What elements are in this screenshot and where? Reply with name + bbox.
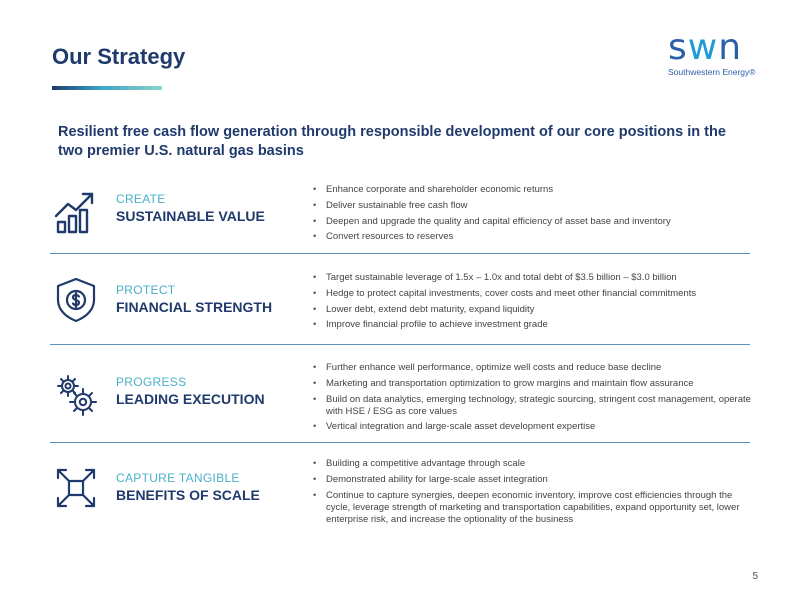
strategy-label (116, 375, 265, 408)
strategy-label-big: FINANCIAL STRENGTH (116, 299, 273, 315)
bullet-list (312, 272, 757, 335)
row-divider (50, 253, 750, 254)
strategy-label (116, 283, 272, 316)
row-divider (50, 442, 750, 443)
list-item: • Building a competitive advantage through scale (312, 458, 757, 470)
strategy-label-small: PROTECT (116, 283, 176, 297)
strategy-label-small: CREATE (116, 192, 166, 206)
strategy-label-big: LEADING EXECUTION (116, 391, 265, 407)
list-item: • Demonstrated ability for large-scale asset integration (312, 474, 757, 486)
strategy-label-big: SUSTAINABLE VALUE (116, 208, 265, 224)
logo-wordmark: swn (668, 27, 743, 68)
shield-dollar-icon (52, 276, 100, 324)
list-item: • Further enhance well performance, optimize well costs and reduce base decline (312, 362, 757, 374)
list-item: • Build on data analytics, emerging technology, strategic sourcing, stringent cost management, operate with HSE / ESG as core values (312, 394, 757, 418)
gears-icon (52, 370, 100, 418)
page-title: Our Strategy (52, 44, 186, 69)
list-item: • Marketing and transportation optimization to grow margins and maintain flow assurance (312, 378, 757, 390)
page-number: 5 (752, 571, 758, 582)
strategy-label-small: PROGRESS (116, 375, 187, 389)
list-item: • Vertical integration and large-scale asset development expertise (312, 421, 757, 433)
strategy-label-small: CAPTURE TANGIBLE (116, 471, 240, 485)
list-item: • Target sustainable leverage of 1.5x – 1.0x and total debt of $3.5 billion – $3.0 billion (312, 272, 757, 284)
strategy-label (116, 471, 260, 504)
bullet-list (312, 458, 757, 529)
list-item: • Continue to capture synergies, deepen economic inventory, improve cost efficiencies through the cycle, leverage strength of marketing and transportation capabilities, expand opportunity set, lower enterprise risk, and increase the optionality of the business (312, 490, 757, 526)
list-item: • Deliver sustainable free cash flow (312, 200, 757, 212)
strategy-label-big: BENEFITS OF SCALE (116, 487, 260, 503)
row-divider (50, 344, 750, 345)
headline: Resilient free cash flow generation through responsible development of our core positions in the two premier U.S. natural gas basins (58, 124, 726, 159)
expand-arrows-icon (52, 464, 100, 512)
logo-tagline: Southwestern Energy® (668, 67, 756, 77)
list-item: • Convert resources to reserves (312, 231, 757, 243)
list-item: • Enhance corporate and shareholder economic returns (312, 184, 757, 196)
strategy-label (116, 192, 265, 225)
list-item: • Improve financial profile to achieve investment grade (312, 319, 757, 331)
list-item: • Lower debt, extend debt maturity, expand liquidity (312, 304, 757, 316)
company-logo (668, 27, 768, 77)
list-item: • Hedge to protect capital investments, cover costs and meet other financial commitments (312, 288, 757, 300)
bullet-list (312, 362, 757, 437)
growth-chart-icon (52, 188, 100, 236)
bullet-list (312, 184, 757, 247)
title-underline (52, 86, 162, 90)
list-item: • Deepen and upgrade the quality and capital efficiency of asset base and inventory (312, 216, 757, 228)
